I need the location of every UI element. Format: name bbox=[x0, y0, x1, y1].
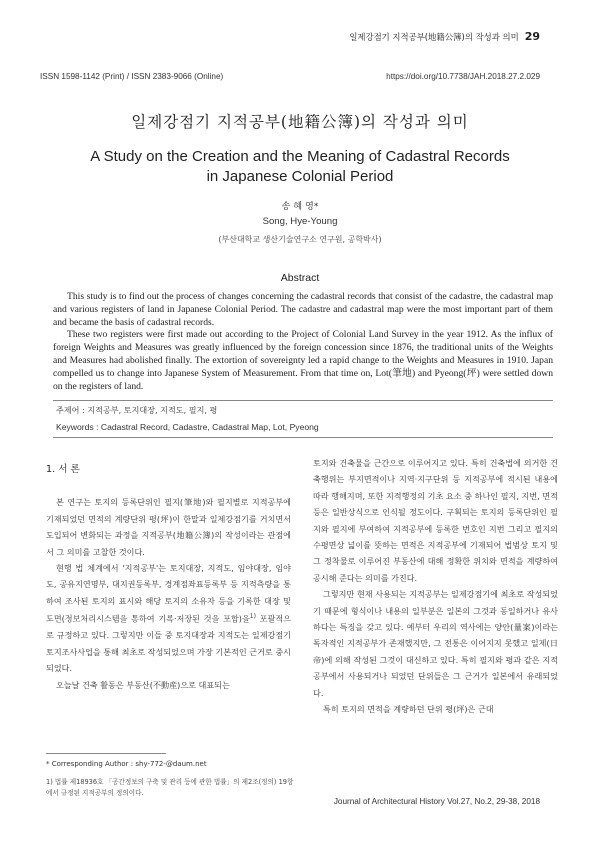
keywords-korean: 주제어 : 지적공부, 토지대장, 지적도, 필지, 평 bbox=[56, 405, 218, 415]
running-title: 일제강점기 지적공부(地籍公簿)의 작성과 의미 bbox=[349, 32, 519, 42]
section-heading: 1. 서 론 bbox=[46, 464, 80, 475]
body-column-right bbox=[313, 455, 558, 718]
paper-title-english-line2: in Japanese Colonial Period bbox=[206, 168, 394, 185]
paper-title-english bbox=[0, 147, 600, 187]
body-paragraph: 특히 토지의 면적을 계량하던 단위 평(坪)은 근대 bbox=[323, 704, 494, 715]
body-paragraph: 토지와 건축물을 근간으로 이루어지고 있다. 특히 건축법에 의거한 건축행위는 부지면적이나 지역·지구단위 등 지적공부에 적시된 내용에 따라 행해지며, 또한 지적행정의 기초 요소 중 하나인 필지, 지번, 면적 등은 일반상식으로 인식될 정도이다. 구획되는 토지의 등록단위인 필지와 필지에 부여하여 지적공부에 등록한 번호인 지번 그리고 필지의 수평면상 넓이를 뜻하는 면적은 지적공부에 기재되어 법범상 토지 및 그 정착물로 이루어진 부동산에 대해 정확한 위치와 면적을 계량하여 공시해 준다는 의미를 가진다. bbox=[313, 458, 558, 583]
author-affiliation: (부산대학교 생산기술연구소 연구원, 공학박사) bbox=[218, 235, 382, 244]
body-text: 현행 법 체계에서 '지적공부'는 토지대장, 지적도, 임야대장, 임야도, 공유지연명부, 대지권등록부, 경계점좌표등록부 등 지적측량을 통하여 조사된 토지의 표시와 해당 토지의 소유자 등을 기록한 대장 및 도면(정보처리시스템을 통하여 기록·저장된 것을 포함)을 bbox=[46, 563, 291, 624]
body-text: 포괄적으로 규정하고 있다. 그렇지만 이들 중 토지대장과 지적도는 일제강점기 토지조사사업을 통해 최초로 작성되었으며 가장 기본적인 근거로 중시되었다. bbox=[46, 613, 291, 674]
journal-footer: Journal of Architectural History Vol.27, No.2, 29-38, 2018 bbox=[333, 797, 540, 806]
issn: ISSN 1598-1142 (Print) / ISSN 2383-9066 (Online) bbox=[40, 72, 224, 81]
abstract-paragraph: This study is to find out the process of changes concerning the cadastral records that consist of the cadastre, the cadastral map and various registers of land in Japanese Colonial Period. The cadastre and cadastral map were the most important part of them and became the basis of cadastral records. bbox=[53, 291, 553, 328]
body-paragraph: 오늘날 건축 활동은 부동산(不動産)으로 대표되는 bbox=[56, 679, 230, 690]
footnote-marker[interactable]: 1) bbox=[249, 613, 256, 621]
abstract-body bbox=[53, 291, 553, 393]
abstract-paragraph: These two registers were first made out according to the Project of Colonial Land Survey in the year 1912. As the influx of foreign Weights and Measures was greatly influenced by the foreign concession since 1876, the traditional units of the Weights and Measures had abolished finally. The extortion of sovereignty led a rapid change to the Weights and Measures in 1910. Japan compelled us to change into Japanese System of Measurement. From that time on, Lot(筆地) and Pyeong(坪) were settled down on the registers of land. bbox=[53, 329, 553, 392]
keywords-bottom-rule bbox=[53, 437, 553, 438]
keywords-english: Keywords : Cadastral Record, Cadastre, Cadastral Map, Lot, Pyeong bbox=[56, 422, 319, 432]
abstract-heading: Abstract bbox=[280, 272, 320, 284]
doi-link[interactable]: https://doi.org/10.7738/JAH.2018.27.2.029 bbox=[386, 72, 540, 81]
footnote: 1) 법률 제18936호 「공간정보의 구축 및 관리 등에 관한 법률」의 제2조(정의) 19항에서 규정된 지적공부의 정의이다. bbox=[46, 778, 294, 797]
body-paragraph: 그렇지만 현재 사용되는 지적공부는 일제강점기에 최초로 작성되었기 때문에 형식이나 내용의 일부분은 일본의 그것과 동일하거나 유사하다는 특징을 갖고 있다. 예부터 우리의 역사에는 양안(量案)이라는 독자적인 지적공부가 존재했지만, 그 전통은 이어지지 못했고 일제(日帝)에 의해 작성된 그것이 대신하고 있다. 특히 필지와 평과 같은 지적공부에서 사용되거나 되었던 단위들은 그 근거가 일본에서 유래되었다. bbox=[313, 589, 558, 698]
keywords-top-rule bbox=[53, 400, 553, 401]
author-name-korean: 송 혜 영* bbox=[281, 201, 319, 212]
body-column-left bbox=[46, 462, 291, 693]
body-paragraph: 본 연구는 토지의 등록단위인 필지(筆地)와 필지별로 지적공부에 기재되었던 면적의 계량단위 평(坪)이 한말과 일제강점기를 거치면서 도입되어 변화되는 과정을 지적공부(地籍公簿)의 작성이라는 관점에서 그 의미를 고찰한 것이다. bbox=[46, 497, 291, 557]
running-header bbox=[349, 30, 540, 43]
corresponding-author: * Corresponding Author : shy-772-@daum.net bbox=[46, 760, 207, 768]
footnote-divider bbox=[46, 753, 166, 754]
paper-title-english-line1: A Study on the Creation and the Meaning of Cadastral Records bbox=[90, 148, 510, 165]
paper-title-korean: 일제강점기 지적공부(地籍公簿)의 작성과 의미 bbox=[131, 113, 469, 131]
page-number: 29 bbox=[524, 30, 540, 43]
author-name-english: Song, Hye-Young bbox=[262, 216, 338, 227]
body-paragraph bbox=[46, 560, 291, 677]
